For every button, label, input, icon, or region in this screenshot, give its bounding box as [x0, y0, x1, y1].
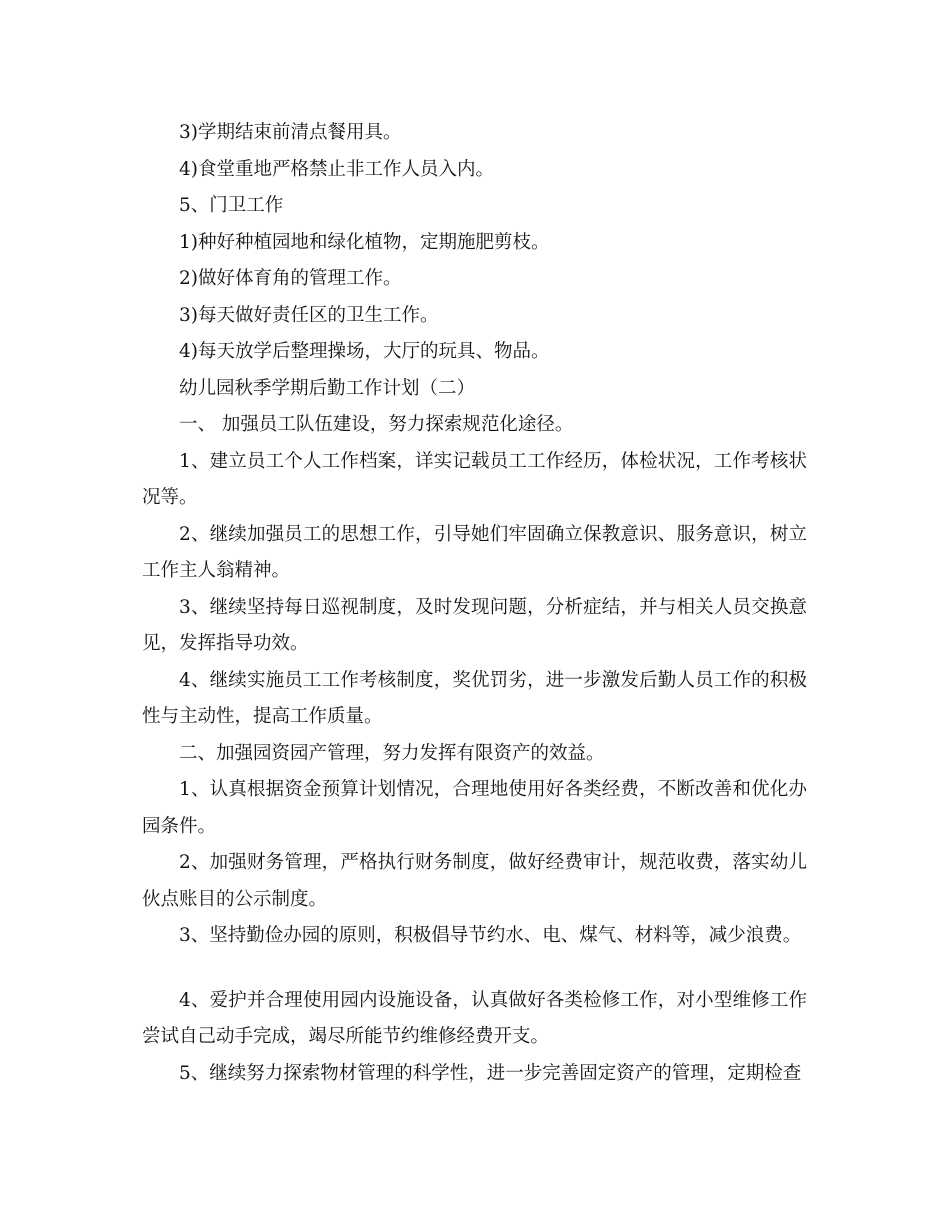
paragraph-2: 4)食堂重地严格禁止非工作人员入内。: [179, 158, 494, 180]
paragraph-10: 1、建立员工个人工作档案，详实记载员工工作经历，体检状况，工作考核状况等。: [142, 450, 807, 508]
paragraph-13: 4、继续实施员工工作考核制度，奖优罚劣，进一步激发后勤人员工作的积极性与主动性，提高工作质量。: [142, 669, 807, 727]
paragraph-11: 2、继续加强员工的思想工作，引导她们牢固确立保教意识、服务意识，树立工作主人翁精神。: [142, 523, 807, 581]
paragraph-12: 3、继续坚持每日巡视制度，及时发现问题，分析症结，并与相关人员交换意见，发挥指导功效。: [142, 596, 807, 654]
paragraph-17: 3、坚持勤俭办园的原则，积极倡导节约水、电、煤气、材料等，减少浪费。: [179, 925, 802, 946]
paragraph-16: 2、加强财务管理，严格执行财务制度，做好经费审计，规范收费，落实幼儿伙点账目的公示制度。: [142, 852, 807, 910]
paragraph-6: 3)每天做好责任区的卫生工作。: [179, 304, 439, 326]
paragraph-19: 5、继续努力探索物材管理的科学性，进一步完善固定资产的管理，定期检查: [179, 1062, 802, 1084]
paragraph-15: 1、认真根据资金预算计划情况，合理地使用好各类经费，不断改善和优化办园条件。: [142, 779, 807, 837]
paragraph-18: 4、爱护并合理使用园内设施设备，认真做好各类检修工作，对小型维修工作尝试自己动手完成，竭尽所能节约维修经费开支。: [142, 989, 807, 1047]
paragraph-1: 3)学期结束前清点餐用具。: [179, 122, 402, 143]
paragraph-9: 一、 加强员工队伍建设，努力探索规范化途径。: [179, 414, 574, 435]
paragraph-14: 二、加强园资园产管理，努力发挥有限资产的效益。: [179, 742, 605, 764]
paragraph-3: 5、门卫工作: [179, 195, 284, 216]
section-title: 幼儿园秋季学期后勤工作计划（二）: [179, 377, 476, 399]
document-body: [142, 115, 807, 1092]
paragraph-7: 4)每天放学后整理操场，大厅的玩具、物品。: [179, 341, 550, 362]
paragraph-4: 1)种好种植园地和绿化植物，定期施肥剪枝。: [179, 231, 550, 253]
paragraph-5: 2)做好体育角的管理工作。: [179, 268, 402, 289]
